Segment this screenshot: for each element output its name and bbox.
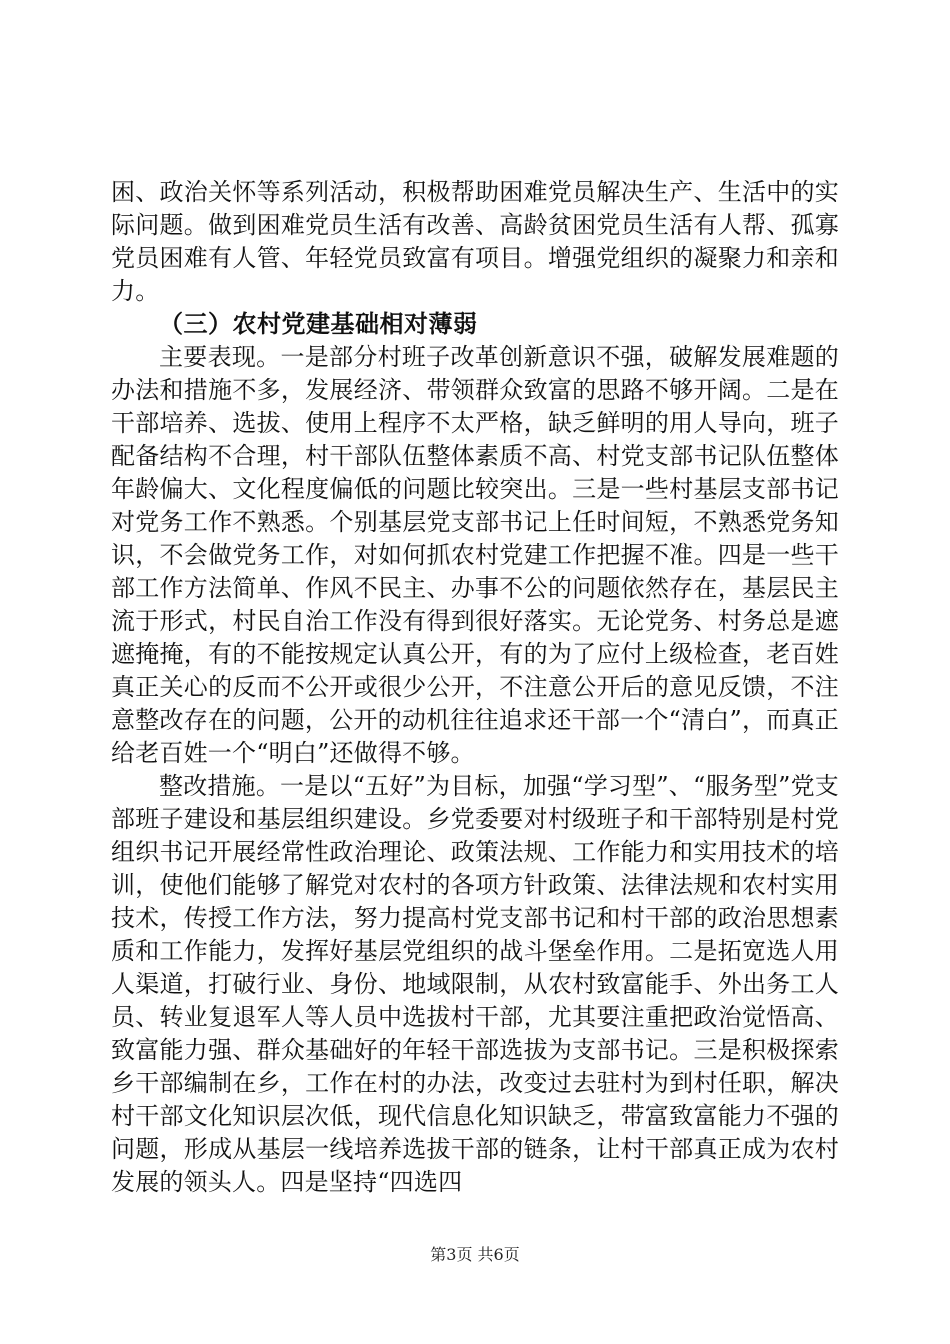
paragraph-continuation: 困、政治关怀等系列活动，积极帮助困难党员解决生产、生活中的实际问题。做到困难党员生活有改善、高龄贫困党员生活有人帮、孤寡党员困难有人管、年轻党员致富有项目。增强党组织的凝聚力和亲和力。 xyxy=(111,178,839,305)
document-body xyxy=(111,176,839,1199)
page-footer: 第3页 共6页 xyxy=(430,1245,520,1264)
paragraph-main-issues: 主要表现。一是部分村班子改革创新意识不强，破解发展难题的办法和措施不多，发展经济、带领群众致富的思路不够开阔。二是在干部培养、选拔、使用上程序不太严格，缺乏鲜明的用人导向，班子配备结构不合理，村干部队伍整体素质不高、村党支部书记队伍整体年龄偏大、文化程度偏低的问题比较突出。三是一些村基层支部书记对党务工作不熟悉。个别基层党支部书记上任时间短，不熟悉党务知识，不会做党务工作，对如何抓农村党建工作把握不准。四是一些干部工作方法简单、作风不民主、办事不公的问题依然存在，基层民主流于形式，村民自治工作没有得到很好落实。无论党务、村务总是遮遮掩掩，有的不能按规定认真公开，有的为了应付上级检查，老百姓真正关心的反而不公开或很少公开，不注意公开后的意见反馈，不注意整改存在的问题，公开的动机往往追求还干部一个“清白”，而真正给老百姓一个“明白”还做得不够。 xyxy=(111,343,839,767)
section-heading: （三）农村党建基础相对薄弱 xyxy=(159,310,478,338)
paragraph-rectification-measures: 整改措施。一是以“五好”为目标，加强“学习型”、“服务型”党支部班子建设和基层组织建设。乡党委要对村级班子和干部特别是村党组织书记开展经常性政治理论、政策法规、工作能力和实用技术的培训，使他们能够了解党对农村的各项方针政策、法律法规和农村实用技术，传授工作方法，努力提高村党支部书记和村干部的政治思想素质和工作能力，发挥好基层党组织的战斗堡垒作用。二是拓宽选人用人渠道，打破行业、身份、地域限制，从农村致富能手、外出务工人员、转业复退军人等人员中选拔村干部，尤其要注重把政治觉悟高、致富能力强、群众基础好的年轻干部选拔为支部书记。三是积极探索乡干部编制在乡，工作在村的办法，改变过去驻村为到村任职，解决村干部文化知识层次低，现代信息化知识缺乏，带富致富能力不强的问题，形成从基层一线培养选拔干部的链条，让村干部真正成为农村发展的领头人。四是坚持“四选四 xyxy=(111,772,839,1196)
